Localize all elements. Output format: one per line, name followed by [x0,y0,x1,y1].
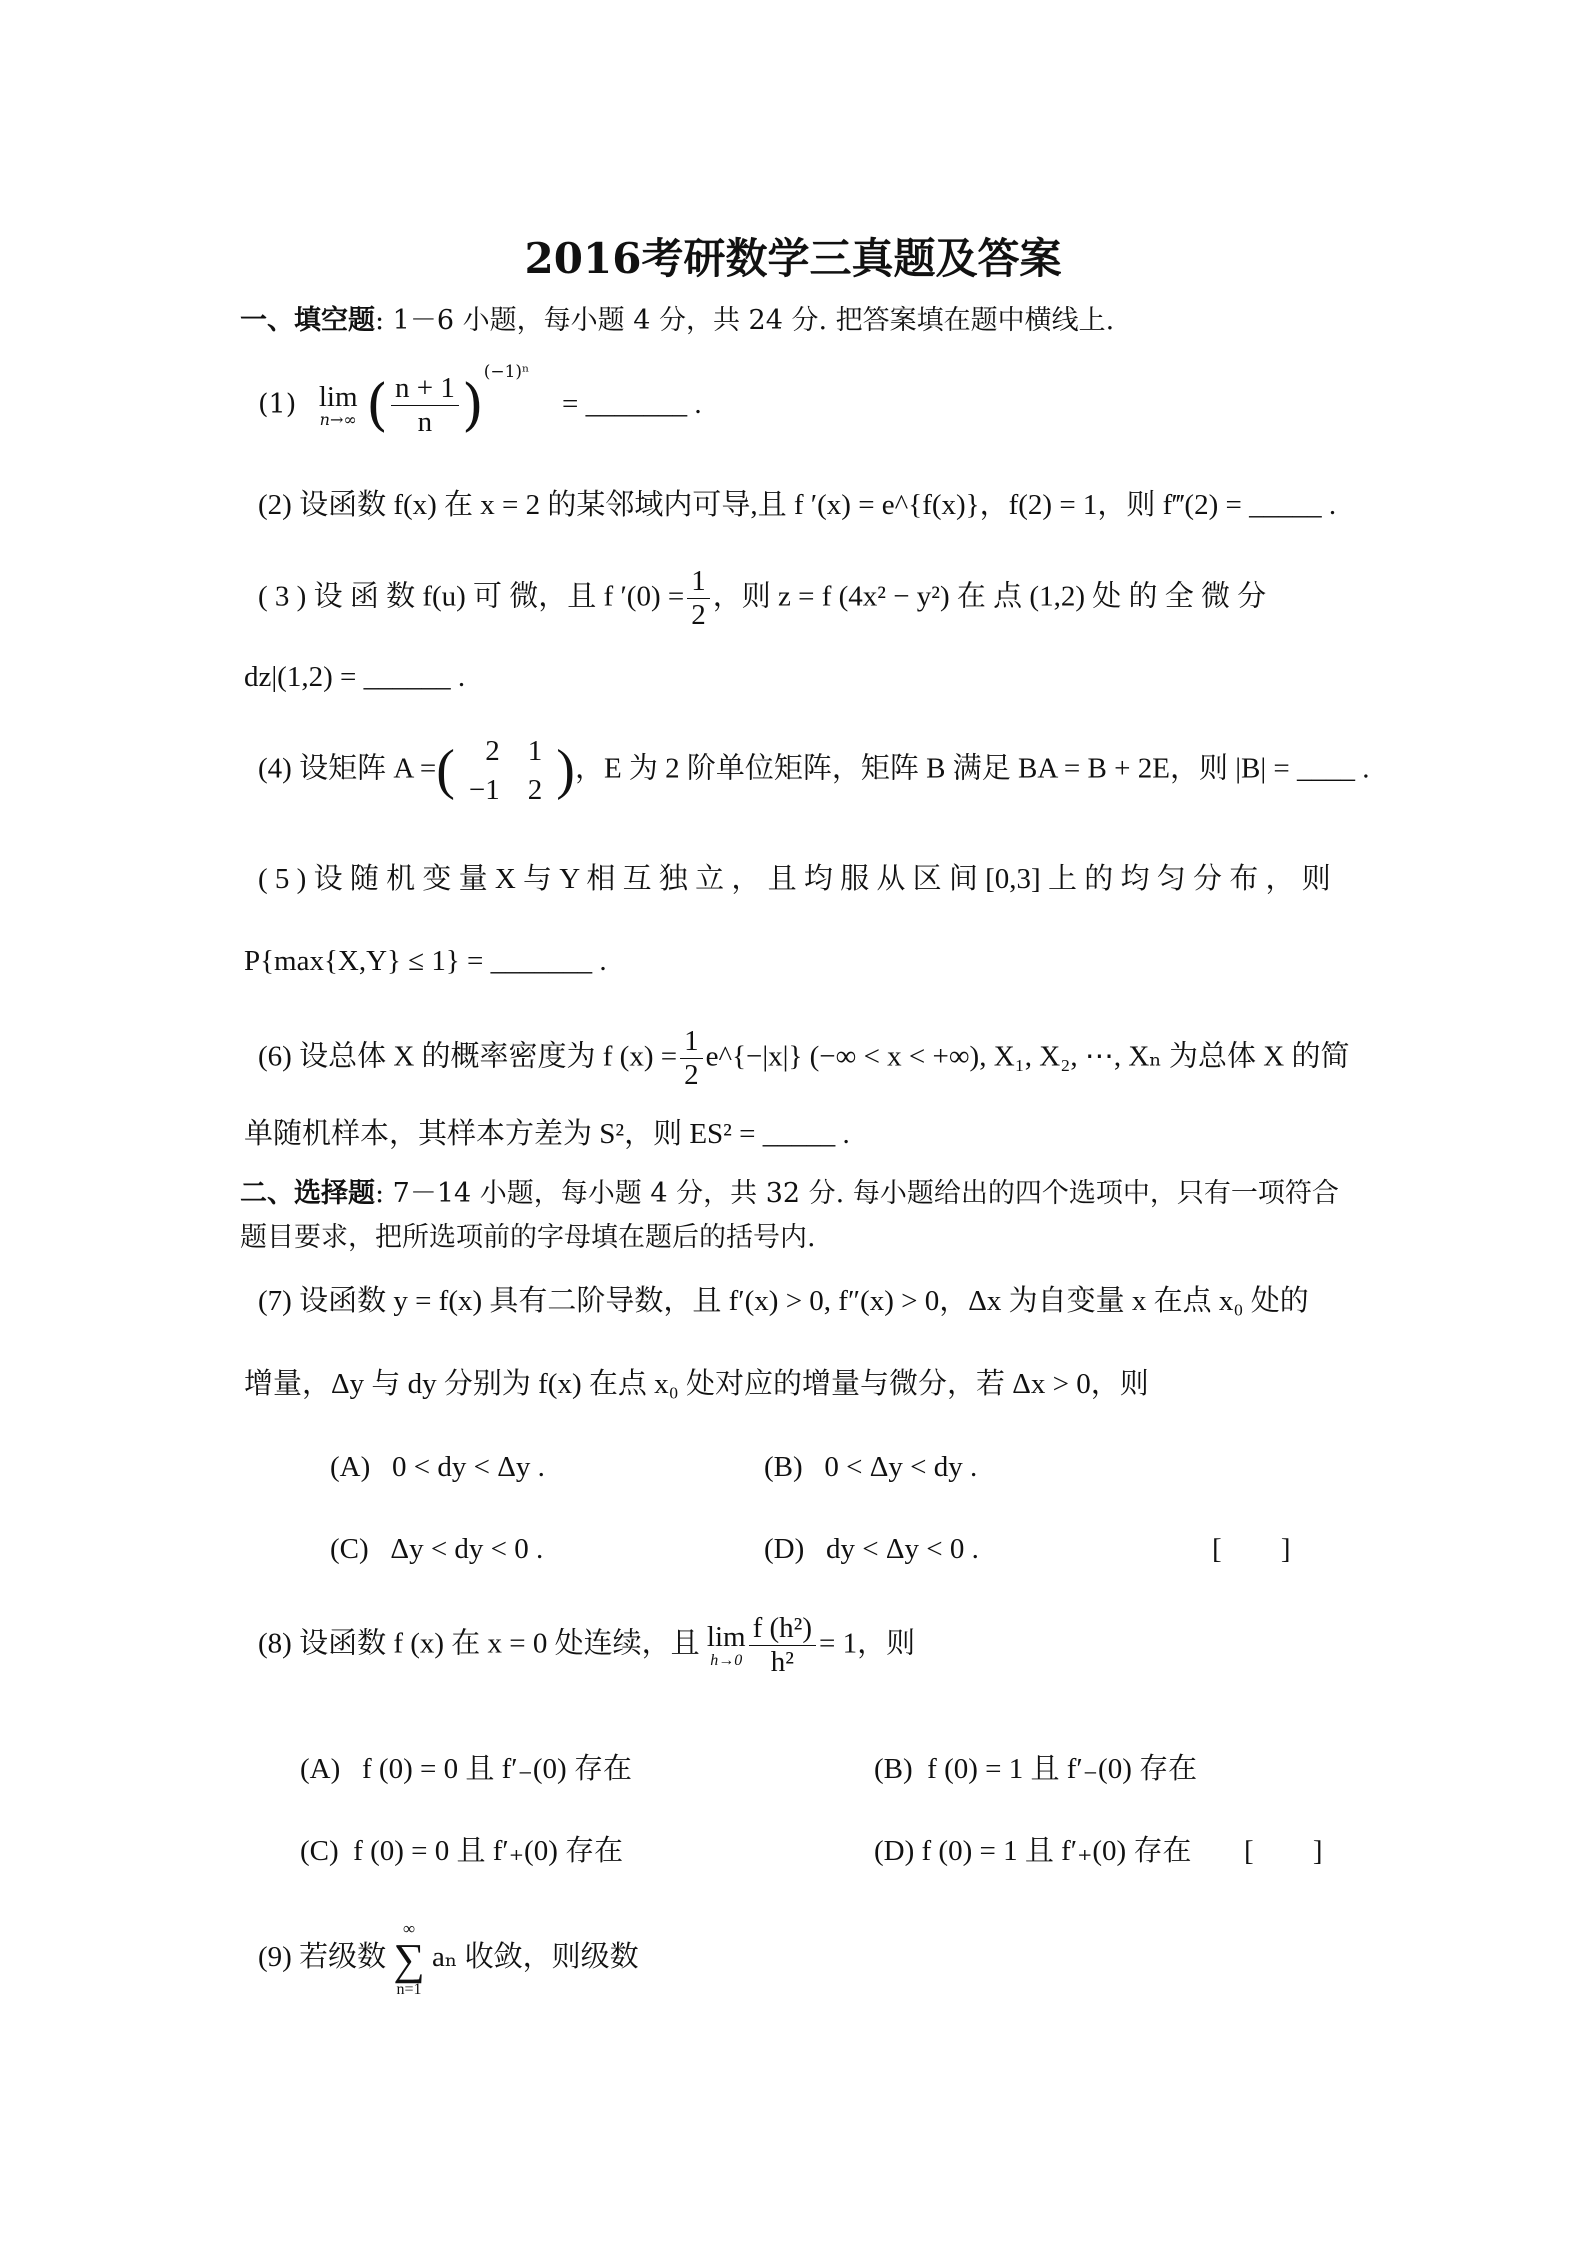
q1-right-paren: ) [461,372,484,438]
page-title: 2016考研数学三真题及答案 [524,234,1062,283]
q8-option-c [300,1834,623,1869]
question-4 [258,732,1370,810]
question-3 [258,565,1266,633]
q3-text-b: ，则 z = f (4x² − y²) 在 点 (1,2) 处 的 全 微 分 [712,580,1267,613]
option-text: Δy < dy < 0 . [390,1533,544,1565]
option-text: dy < Δy < 0 . [826,1533,979,1565]
question-5: ( 5 ) 设 随 机 变 量 X 与 Y 相 互 独 立 ， 且 均 服 从 区 间 [0,3] 上 的 均 匀 分 布 ， 则 [258,863,1331,895]
q8-suffix: = 1，则 [819,1627,916,1660]
question-5-line2: P{max{X,Y} ≤ 1} = _______ . [244,945,607,977]
q6-fraction-num: 1 [680,1025,703,1059]
q8-limit [707,1622,746,1669]
q1-limit [319,382,358,429]
question-1 [258,362,702,439]
q8-fraction [749,1612,816,1680]
q8-fraction-den: h² [770,1646,794,1679]
q4-matrix-cell: 2 [485,735,500,767]
question-6 [258,1025,1350,1093]
section1-heading: 一、填空题 [240,305,375,336]
q9-sum [393,1920,424,1999]
option-text: f (0) = 0 且 f′₋(0) 存在 [362,1753,632,1785]
option-label: (A) [300,1753,341,1785]
q1-lim-word: lim [318,380,358,413]
question-8 [258,1612,915,1680]
question-9 [258,1920,639,1999]
option-label: (B) [874,1753,913,1785]
option-text: f (0) = 0 且 f′₊(0) 存在 [353,1835,624,1867]
q1-power: (−1)ⁿ [483,362,530,382]
q1-lim-under: n→∞ [319,410,357,430]
q4-suffix: ，E 为 2 阶单位矩阵，矩阵 B 满足 BA = B + 2E，则 |B| = ____ . [574,752,1370,785]
q7-option-a [330,1450,545,1485]
q4-matrix-cell: −1 [468,773,500,806]
q7-option-c [330,1532,543,1567]
q4-prefix: (4) 设矩阵 A = [258,752,437,785]
q8-prefix: (8) 设函数 f (x) 在 x = 0 处连续，且 [258,1627,700,1660]
q9-sigma: ∑ [393,1934,425,1984]
question-7: (7) 设函数 y = f(x) 具有二阶导数，且 f′(x) > 0, f″(x) > 0，Δx 为自变量 x 在点 x₀ 处的 [258,1285,1309,1317]
q1-fraction-den: n [417,406,433,438]
q9-sum-upper: ∞ [402,1919,416,1938]
q9-sum-lower: n=1 [396,1980,422,1998]
q3-fraction-num: 1 [687,565,710,599]
q1-left-paren: ( [366,372,388,438]
option-label: (D) [874,1835,915,1867]
option-label: (D) [764,1533,805,1565]
option-text: 0 < Δy < dy . [824,1451,978,1483]
q1-number: (1) [258,389,297,420]
q6-fraction [680,1025,703,1093]
option-text: 0 < dy < Δy . [392,1451,545,1483]
q8-lim-word: lim [706,1621,746,1654]
q9-term: aₙ [431,1940,458,1973]
q4-right-paren: ) [556,739,575,802]
q4-matrix-cell: 2 [527,773,543,806]
q6-suffix: e^{−|x|} (−∞ < x < +∞), X₁, X₂, ⋯, Xₙ 为总体 X 的简 [705,1040,1350,1073]
q1-fraction-num: n + 1 [391,372,459,406]
section2-desc: : 7－14 小题，每小题 4 分，共 32 分. 每小题给出的四个选项中，只有一项符合 [375,1178,1339,1209]
question-6-line2: 单随机样本，其样本方差为 S²，则 ES² = _____ . [244,1118,850,1150]
q9-suffix: 收敛，则级数 [464,1940,639,1973]
q7-option-d [764,1532,979,1567]
section1-desc: : 1－6 小题，每小题 4 分，共 24 分. 把答案填在题中横线上. [375,305,1115,336]
q3-text-a: ( 3 ) 设 函 数 f(u) 可 微，且 f ′(0) = [258,580,685,613]
option-label: (C) [300,1835,339,1867]
q8-answer-bracket: [ ] [1244,1835,1349,1867]
question-2: (2) 设函数 f(x) 在 x = 2 的某邻域内可导,且 f ′(x) = e^{f(x)}，f(2) = 1，则 f‴(2) = _____ . [258,489,1337,521]
q1-fraction [391,372,459,440]
q4-matrix [455,732,556,810]
section2-desc-line2: 题目要求，把所选项前的字母填在题后的括号内. [240,1222,816,1253]
q6-fraction-den: 2 [684,1059,699,1092]
section2-heading: 二、选择题 [240,1178,375,1209]
q4-left-paren: ( [436,739,455,802]
option-text: f (0) = 1 且 f′₋(0) 存在 [927,1753,1198,1785]
q8-fraction-num: f (h²) [749,1612,816,1646]
q4-matrix-cell: 1 [527,735,543,767]
q8-option-d [874,1834,1191,1869]
question-7-line2: 增量，Δy 与 dy 分别为 f(x) 在点 x₀ 处对应的增量与微分，若 Δx > 0，则 [244,1368,1149,1400]
q7-answer-bracket: [ ] [1212,1533,1317,1565]
section2-heading-line [240,1178,1339,1210]
q8-option-b [874,1752,1197,1787]
option-text: f (0) = 1 且 f′₊(0) 存在 [921,1835,1192,1867]
q3-fraction-den: 2 [691,599,706,632]
q3-fraction [687,565,710,633]
question-3-line2: dz|(1,2) = ______ . [244,661,466,693]
option-label: (B) [764,1451,803,1483]
section1-heading-line [240,305,1114,337]
q8-option-a [300,1752,632,1787]
q7-option-b [764,1450,977,1485]
q6-prefix: (6) 设总体 X 的概率密度为 f (x) = [258,1040,678,1073]
q9-prefix: (9) 若级数 [258,1940,387,1973]
q8-lim-under: h→0 [710,1651,743,1669]
option-label: (C) [330,1533,369,1565]
option-label: (A) [330,1451,371,1483]
q1-answer-blank: = _______ . [561,388,702,420]
